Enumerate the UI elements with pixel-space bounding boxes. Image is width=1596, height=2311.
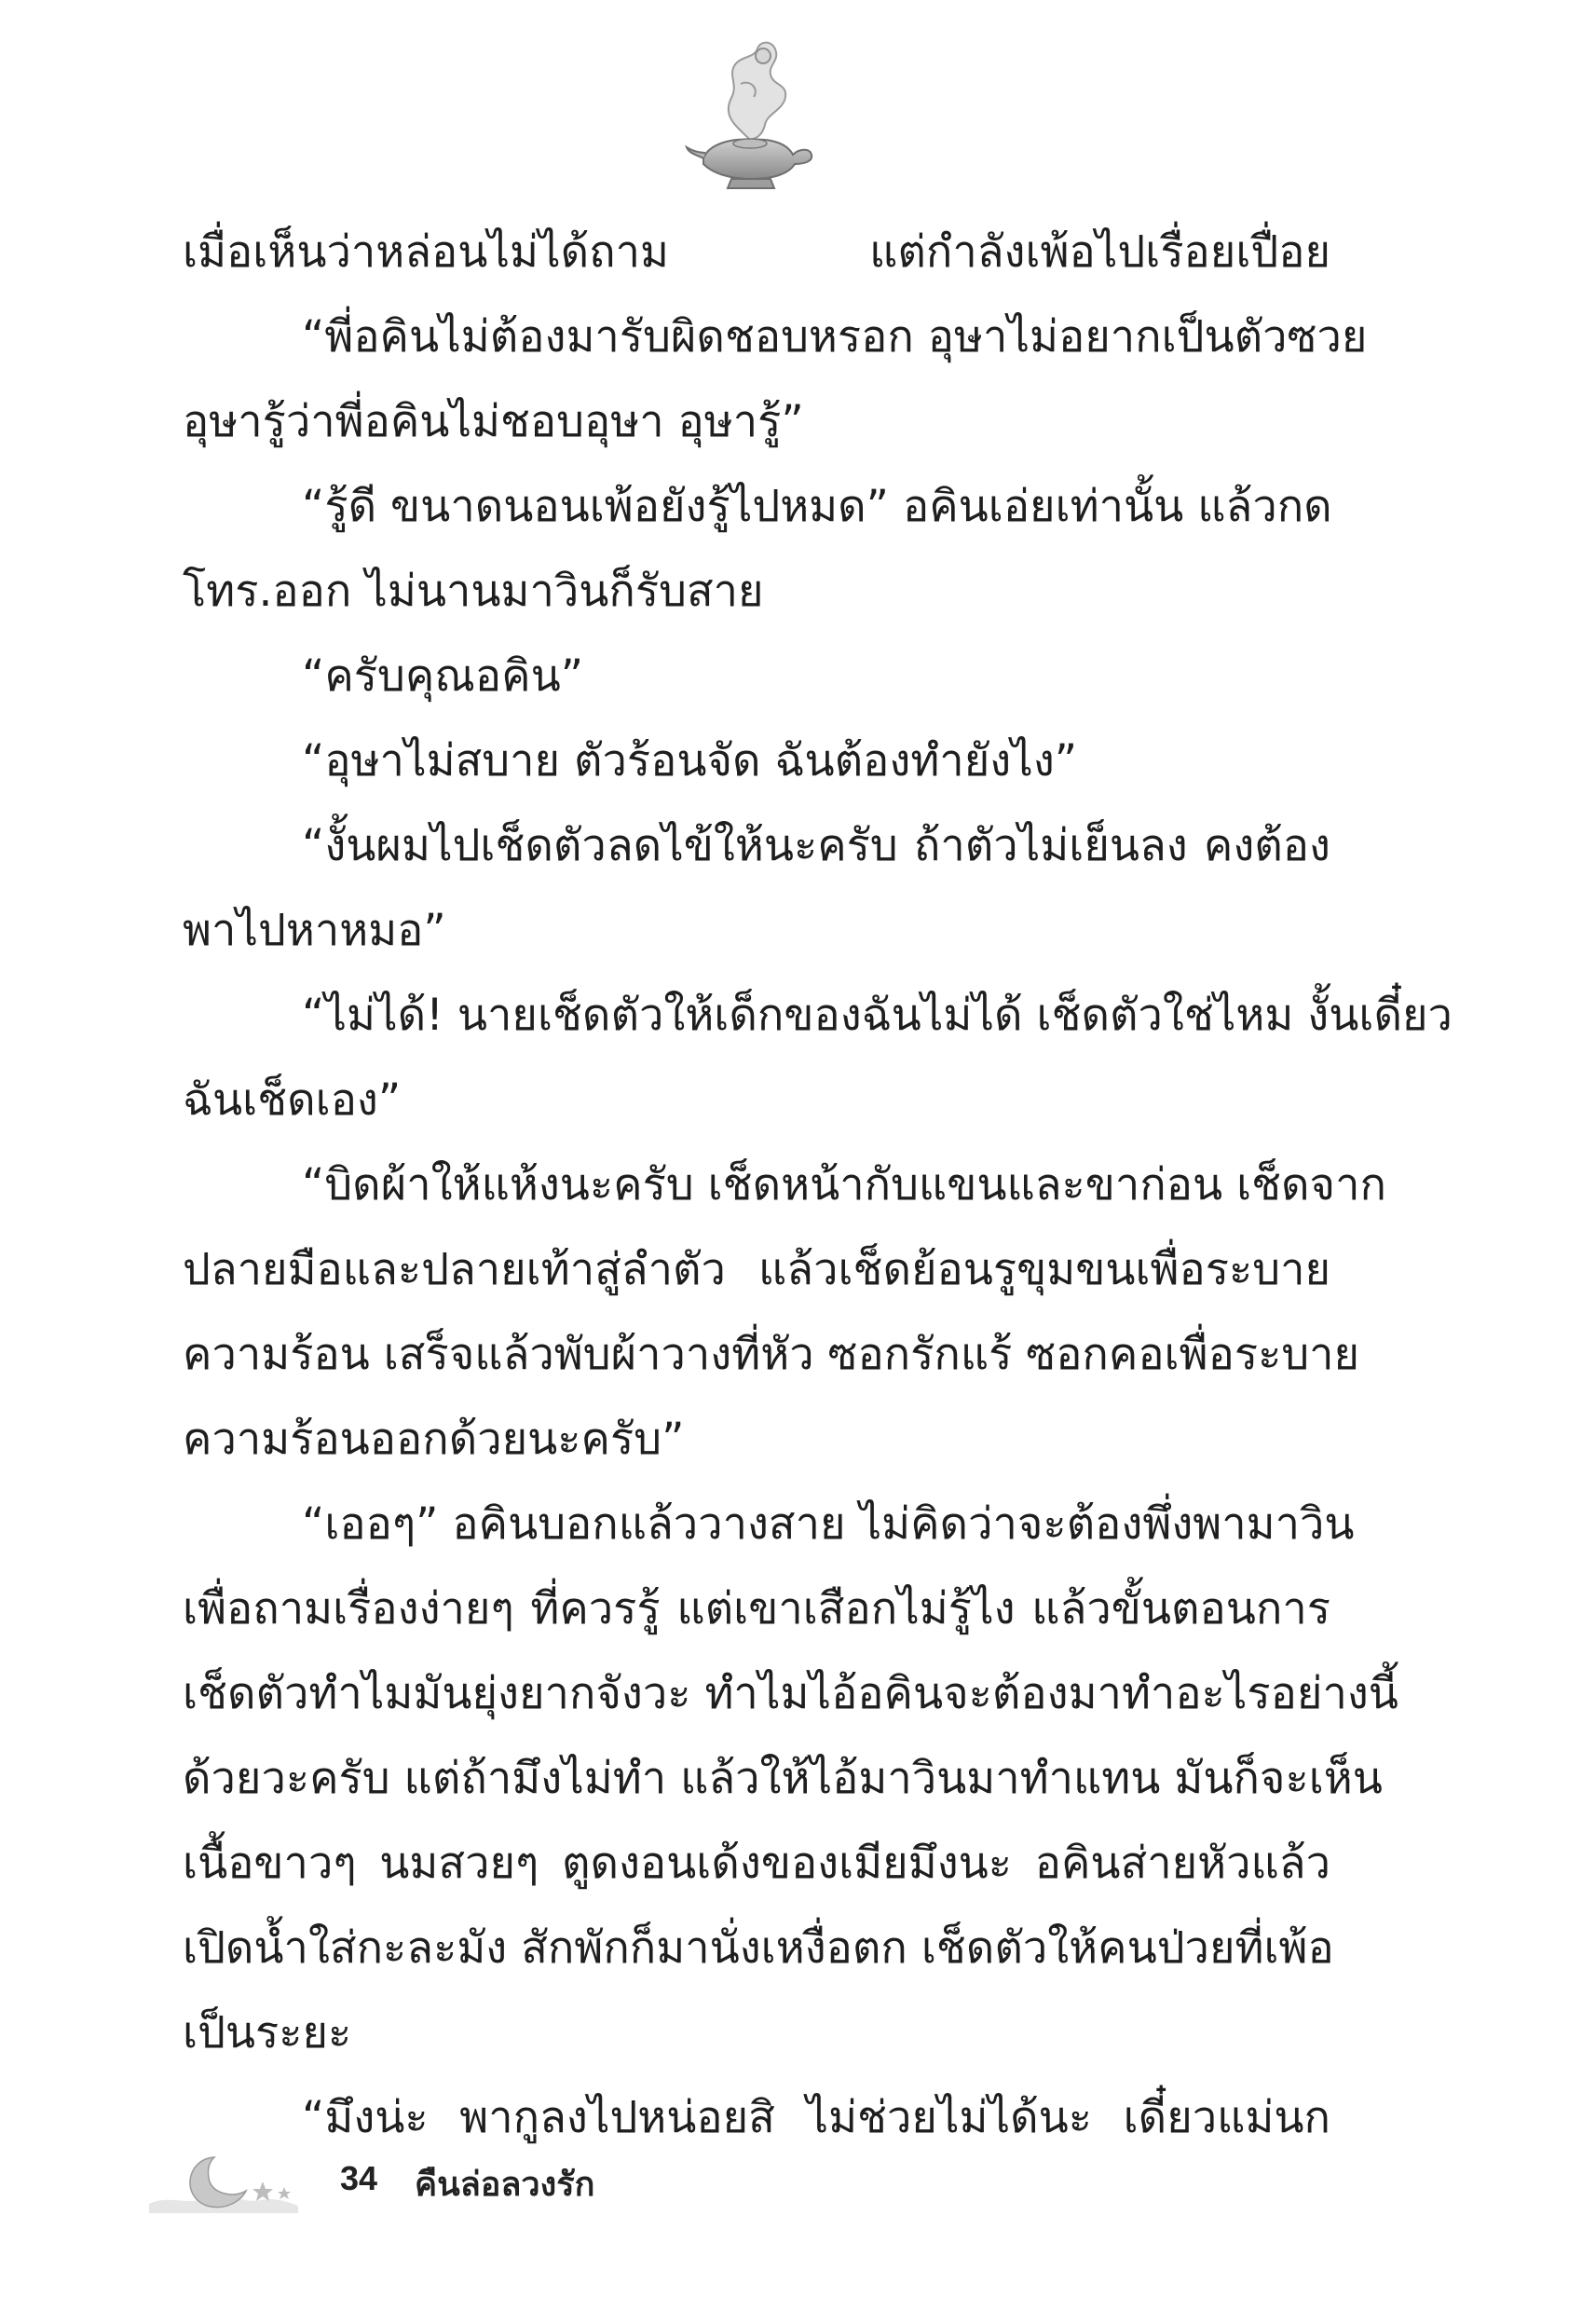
book-title: คืนล่อลวงรัก — [415, 2166, 595, 2204]
text-line: พาไปหาหมอ” — [183, 905, 446, 956]
text-line: “ไม่ได้! นายเช็ดตัวให้เด็กของฉันไม่ได้ เช็ดตัวใช่ไหม งั้นเดี๋ยว — [302, 990, 1453, 1041]
text-line: “บิดผ้าให้แห้งนะครับ เช็ดหน้ากับแขนและขาก่อน เช็ดจาก — [302, 1159, 1386, 1210]
text-line: เช็ดตัวทำไมมันยุ่งยากจังวะ ทำไมไอ้อคินจะต้องมาทำอะไรอย่างนี้ — [183, 1668, 1398, 1719]
text-line: “งั้นผมไปเช็ดตัวลดไข้ให้นะครับ ถ้าตัวไม่เย็นลง คงต้อง — [302, 820, 1330, 871]
text-line: ด้วยวะครับ แต่ถ้ามึงไม่ทำ แล้วให้ไอ้มาวินมาทำแทน มันก็จะเห็น — [183, 1753, 1383, 1804]
text-line: ปลายมือและปลายเท้าสู่ลำตัว แล้วเช็ดย้อนรูขุมขนเพื่อระบาย — [183, 1244, 1330, 1295]
text-line: เปิดน้ำใส่กะละมัง สักพักก็มานั่งเหงื่อตก เช็ดตัวให้คนป่วยที่เพ้อ — [183, 1922, 1334, 1974]
text-line: “อุษาไม่สบาย ตัวร้อนจัด ฉันต้องทำยังไง” — [302, 735, 1078, 786]
page-number: 34 — [340, 2159, 378, 2197]
text-line: “รู้ดี ขนาดนอนเพ้อยังรู้ไปหมด” อคินเอ่ยเท่านั้น แล้วกด — [302, 481, 1332, 532]
text-line: เมื่อเห็นว่าหล่อนไม่ได้ถาม แต่กำลังเพ้อไปเรื่อยเปื่อย — [183, 226, 1330, 278]
text-line: เพื่อถามเรื่องง่ายๆ ที่ควรรู้ แต่เขาเสือกไม่รู้ไง แล้วขั้นตอนการ — [183, 1583, 1330, 1634]
text-line: “เออๆ” อคินบอกแล้ววางสาย ไม่คิดว่าจะต้องพึ่งพามาวิน — [302, 1498, 1355, 1550]
text-line: เนื้อขาวๆ นมสวยๆ ตูดงอนเด้งของเมียมึงนะ อคินส่ายหัวแล้ว — [183, 1838, 1330, 1889]
text-line: โทร.ออก ไม่นานมาวินก็รับสาย — [183, 566, 764, 617]
genie-lamp-icon — [685, 28, 815, 200]
text-line: ฉันเช็ดเอง” — [183, 1074, 402, 1126]
text-line: “พี่อคินไม่ต้องมารับผิดชอบหรอก อุษาไม่อยากเป็นตัวซวย — [302, 311, 1368, 362]
crescent-moon-icon — [149, 2139, 326, 2222]
text-line: “มึงน่ะ พากูลงไปหน่อยสิ ไม่ช่วยไม่ได้นะ เดี๋ยวแม่นก — [302, 2092, 1330, 2143]
text-line: ความร้อนออกด้วยนะครับ” — [183, 1414, 685, 1465]
text-line: เป็นระยะ — [183, 2007, 352, 2058]
page-footer — [149, 2139, 801, 2222]
text-line: ความร้อน เสร็จแล้วพับผ้าวางที่หัว ซอกรักแร้ ซอกคอเพื่อระบาย — [183, 1329, 1360, 1380]
text-line: อุษารู้ว่าพี่อคินไม่ชอบอุษา อุษารู้” — [183, 396, 804, 447]
body-text — [183, 210, 1453, 2160]
text-line: “ครับคุณอคิน” — [302, 650, 584, 702]
